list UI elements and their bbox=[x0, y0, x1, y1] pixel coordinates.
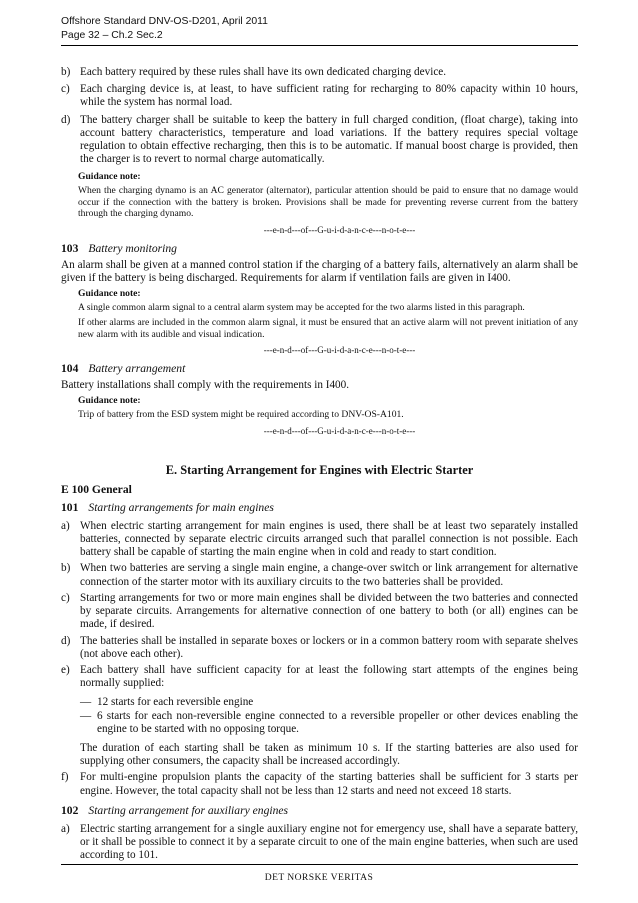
page-footer: DET NORSKE VERITAS bbox=[264, 872, 374, 883]
list-item bbox=[61, 114, 578, 167]
subsection-heading bbox=[61, 804, 578, 818]
list-text: When two batteries are serving a single main engine, a change-over switch or link arrangement for alternative connection of the starter motor with its auxiliary circuits to the two batteries shall be provided. bbox=[80, 562, 578, 588]
dash-item bbox=[61, 710, 578, 736]
subsection-title: Starting arrangements for main engines bbox=[88, 500, 274, 514]
list-item bbox=[61, 823, 578, 863]
list-item bbox=[61, 771, 578, 797]
list-label: b) bbox=[61, 66, 71, 78]
subsection-title: Battery monitoring bbox=[88, 241, 177, 255]
list-label: c) bbox=[61, 591, 70, 604]
subsection-number: 101 bbox=[61, 500, 79, 514]
guidance-note-title: Guidance note: bbox=[78, 395, 141, 407]
list-text: Electric starting arrangement for a single auxiliary engine not for emergency use, shall have a separate battery, or it shall be possible to connect it by a separate circuit to one of the main engine batteries, when such are used according to 101. bbox=[80, 822, 578, 862]
subsection-number: 102 bbox=[61, 803, 79, 817]
header-page-ref: Page 32 – Ch.2 Sec.2 bbox=[61, 30, 163, 41]
dash-text: 6 starts for each non-reversible engine connected to a reversible propeller or other devices enabling the engine to be started with no opposing torque. bbox=[97, 709, 578, 735]
paragraph: The duration of each starting shall be taken as minimum 10 s. If the starting batteries are also used for supplying other consumers, the capacity shall be increased accordingly. bbox=[80, 741, 578, 768]
list-item bbox=[61, 83, 578, 109]
list-label: e) bbox=[61, 663, 70, 676]
list-label: c) bbox=[61, 83, 70, 96]
list-item bbox=[61, 635, 578, 661]
subsection-heading bbox=[61, 501, 578, 515]
list-text: When electric starting arrangement for main engines is used, there shall be at least two separately installed batteries, connected by separate electric circuits arranged such that parallel connection is not possible. Each battery shall be capable of starting the main engine when in cold and ready to start condition. bbox=[80, 519, 578, 559]
paragraph: Battery installations shall comply with the requirements in I400. bbox=[61, 379, 350, 392]
guidance-note-text: A single common alarm signal to a central alarm system may be accepted for the two alarms listed in this paragraph. bbox=[78, 302, 525, 314]
list-text: The batteries shall be installed in separate boxes or lockers or in a common battery room with separate shelves (not above each other). bbox=[80, 634, 578, 660]
list-label: a) bbox=[61, 519, 70, 532]
subsection-title: Starting arrangement for auxiliary engines bbox=[88, 803, 289, 817]
guidance-note-end: ---e-n-d---of---G-u-i-d-a-n-c-e---n-o-t-e--- bbox=[263, 345, 416, 356]
guidance-note-end: ---e-n-d---of---G-u-i-d-a-n-c-e---n-o-t-e--- bbox=[263, 425, 416, 436]
list-text: Starting arrangements for two or more main engines shall be divided between the two batteries and connected by separate circuits. Arrangements for alternative connection of one battery to both (or all) engines can be made, if desired. bbox=[80, 591, 578, 631]
section-title: E. Starting Arrangement for Engines with Electric Starter bbox=[165, 462, 474, 477]
subsection-heading bbox=[61, 362, 578, 376]
guidance-note-end: ---e-n-d---of---G-u-i-d-a-n-c-e---n-o-t-e--- bbox=[263, 224, 416, 235]
list-label: d) bbox=[61, 113, 71, 126]
subsection-number: 104 bbox=[61, 362, 79, 376]
dash-mark: — bbox=[80, 696, 92, 709]
guidance-note-text: When the charging dynamo is an AC generator (alternator), particular attention should be paid to ensure that no damage would occur if the connection with the battery is broken. Provisions shall be made for preventing reverse current from the battery through the charging dynamo. bbox=[78, 185, 578, 220]
subsection-title: Battery arrangement bbox=[88, 362, 186, 376]
subsection-heading bbox=[61, 242, 578, 256]
subsection-number: 103 bbox=[61, 241, 79, 255]
header-rule bbox=[61, 45, 578, 46]
list-text: Each battery shall have sufficient capacity for at least the following start attempts of the engines being normally supplied: bbox=[80, 663, 578, 690]
page-body bbox=[61, 66, 578, 862]
dash-item bbox=[61, 696, 578, 709]
list-text: Each battery required by these rules shall have its own dedicated charging device. bbox=[80, 66, 447, 78]
dash-mark: — bbox=[80, 709, 92, 722]
list-label: d) bbox=[61, 634, 71, 647]
list-text: The battery charger shall be suitable to keep the battery in full charged condition, (float charge), taking into account battery characteristics, temperature and load variations. If the battery requires special voltage regulation to obtain effective recharging, then this is to be automatic. If manual boost charge is provided, then the charger is to revert to normal charge automatically. bbox=[80, 113, 578, 166]
list-item bbox=[61, 520, 578, 560]
list-item bbox=[61, 592, 578, 632]
list-label: f) bbox=[61, 771, 69, 784]
list-label: a) bbox=[61, 822, 70, 835]
footer-rule bbox=[61, 864, 578, 865]
guidance-note-text: Trip of battery from the ESD system might be required according to DNV-OS-A101. bbox=[78, 409, 404, 421]
list-item bbox=[61, 664, 578, 690]
page-header bbox=[61, 15, 268, 43]
header-standard: Offshore Standard DNV-OS-D201, April 2011 bbox=[61, 16, 268, 27]
list-item bbox=[61, 562, 578, 588]
list-text: Each charging device is, at least, to have sufficient rating for recharging to 80% capacity within 10 hours, while the system has normal load. bbox=[80, 83, 578, 109]
list-label: b) bbox=[61, 562, 71, 575]
paragraph: An alarm shall be given at a manned control station if the charging of a battery fails, alternatively an alarm shall be given if the battery is being discharged. Requirements for alarm if ventilation fails are given in I400. bbox=[61, 258, 578, 284]
list-text: For multi-engine propulsion plants the capacity of the starting batteries shall be sufficient for 3 starts per engine. However, the total capacity shall not be less than 12 starts and need not exceed 18 starts. bbox=[80, 771, 578, 797]
guidance-note-title: Guidance note: bbox=[78, 171, 141, 183]
guidance-note-text: If other alarms are included in the common alarm signal, it must be ensured that an active alarm will not prevent initiation of any new alarm with its audible and visual indication. bbox=[78, 317, 578, 340]
guidance-note-title: Guidance note: bbox=[78, 288, 141, 300]
dash-text: 12 starts for each reversible engine bbox=[97, 696, 254, 709]
subsection-group-heading: E 100 General bbox=[61, 482, 132, 496]
list-item bbox=[61, 66, 578, 79]
